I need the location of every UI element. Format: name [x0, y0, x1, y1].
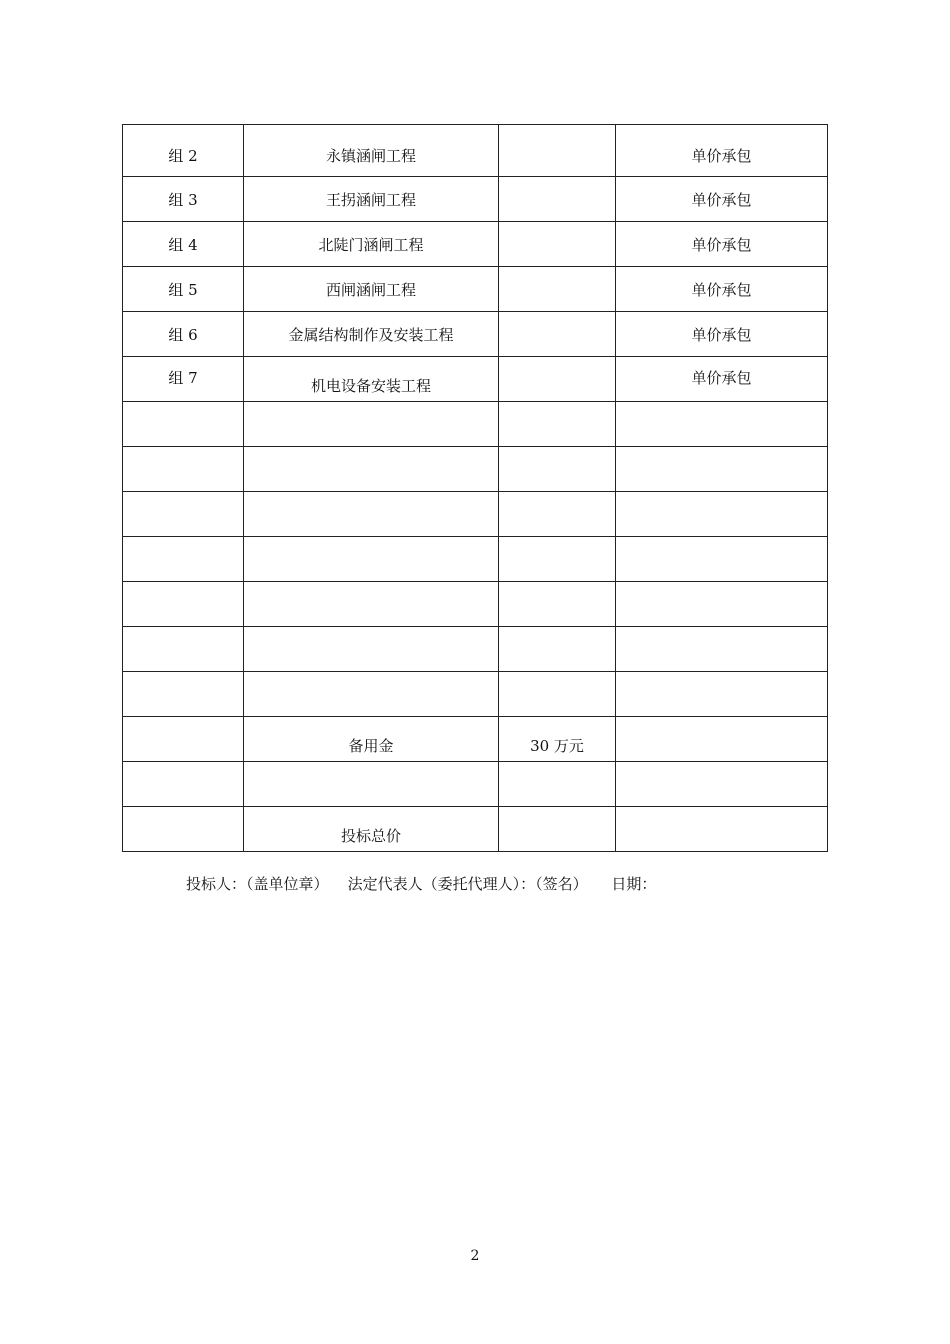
table-row	[123, 762, 828, 807]
cell-amount	[499, 762, 616, 807]
cell-item	[244, 492, 499, 537]
cell-remark: 单价承包	[616, 177, 828, 222]
table-row	[123, 807, 828, 852]
cell-amount	[499, 627, 616, 672]
cell-group: 组 3	[123, 177, 244, 222]
cell-group	[123, 402, 244, 447]
cell-remark: 单价承包	[616, 357, 828, 402]
table-row	[123, 402, 828, 447]
cell-amount	[499, 312, 616, 357]
cell-item: 金属结构制作及安装工程	[244, 312, 499, 357]
cell-item: 机电设备安装工程	[244, 357, 499, 402]
cell-group: 组 2	[123, 125, 244, 177]
cell-amount	[499, 357, 616, 402]
table-row	[123, 672, 828, 717]
cell-group	[123, 582, 244, 627]
table-row	[123, 537, 828, 582]
cell-amount: 30 万元	[499, 717, 616, 762]
cell-group	[123, 447, 244, 492]
cell-remark	[616, 582, 828, 627]
cell-group	[123, 807, 244, 852]
bid-price-table	[122, 124, 828, 852]
table-row	[123, 177, 828, 222]
cell-item	[244, 762, 499, 807]
cell-remark	[616, 537, 828, 582]
cell-remark	[616, 807, 828, 852]
cell-item	[244, 672, 499, 717]
cell-group: 组 7	[123, 357, 244, 402]
table-row	[123, 222, 828, 267]
cell-item: 备用金	[244, 717, 499, 762]
table-body	[123, 125, 828, 852]
table-row	[123, 357, 828, 402]
page-number: 2	[470, 1248, 480, 1264]
cell-amount	[499, 402, 616, 447]
cell-remark: 单价承包	[616, 267, 828, 312]
cell-item	[244, 447, 499, 492]
cell-group	[123, 627, 244, 672]
table-row	[123, 447, 828, 492]
cell-remark	[616, 627, 828, 672]
cell-remark	[616, 402, 828, 447]
cell-amount	[499, 222, 616, 267]
cell-item: 王拐涵闸工程	[244, 177, 499, 222]
table-row	[123, 582, 828, 627]
cell-remark: 单价承包	[616, 125, 828, 177]
cell-item: 投标总价	[244, 807, 499, 852]
table-row	[123, 717, 828, 762]
cell-amount	[499, 672, 616, 717]
cell-remark	[616, 762, 828, 807]
cell-group: 组 6	[123, 312, 244, 357]
cell-item	[244, 582, 499, 627]
cell-item: 北陡门涵闸工程	[244, 222, 499, 267]
table-row	[123, 312, 828, 357]
cell-amount	[499, 267, 616, 312]
cell-item: 永镇涵闸工程	[244, 125, 499, 177]
cell-group	[123, 762, 244, 807]
cell-remark	[616, 717, 828, 762]
cell-group	[123, 717, 244, 762]
cell-item	[244, 627, 499, 672]
cell-amount	[499, 177, 616, 222]
table-row	[123, 492, 828, 537]
cell-remark: 单价承包	[616, 312, 828, 357]
cell-item	[244, 402, 499, 447]
table-row	[123, 125, 828, 177]
cell-item	[244, 537, 499, 582]
cell-remark: 单价承包	[616, 222, 828, 267]
cell-amount	[499, 537, 616, 582]
cell-group: 组 5	[123, 267, 244, 312]
cell-amount	[499, 447, 616, 492]
cell-item: 西闸涵闸工程	[244, 267, 499, 312]
cell-remark	[616, 447, 828, 492]
cell-amount	[499, 125, 616, 177]
cell-group	[123, 672, 244, 717]
cell-group: 组 4	[123, 222, 244, 267]
cell-group	[123, 492, 244, 537]
cell-remark	[616, 492, 828, 537]
cell-amount	[499, 582, 616, 627]
cell-amount	[499, 492, 616, 537]
cell-group	[123, 537, 244, 582]
table-row	[123, 267, 828, 312]
table-row	[123, 627, 828, 672]
signature-line: 投标人：（盖单位章） 法定代表人（委托代理人）：（签名） 日期：	[186, 875, 657, 893]
cell-remark	[616, 672, 828, 717]
cell-amount	[499, 807, 616, 852]
